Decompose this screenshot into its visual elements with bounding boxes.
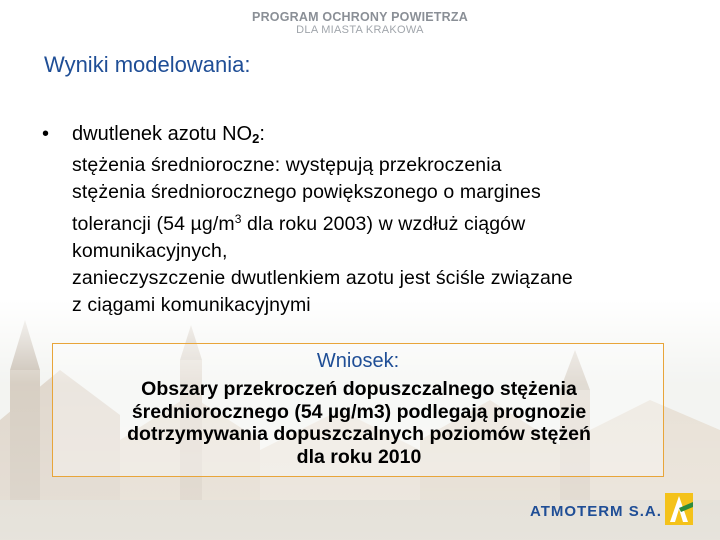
program-header: PROGRAM OCHRONY POWIETRZA — [252, 10, 468, 24]
conclusion-box — [52, 343, 664, 477]
subscript: 2 — [252, 131, 260, 146]
bullet-line: komunikacyjnych, — [72, 240, 228, 262]
atmoterm-logo-icon — [664, 492, 694, 526]
bullet-line: zanieczyszczenie dwutlenkiem azotu jest ściśle związane — [72, 267, 573, 289]
program-subheader: DLA MIASTA KRAKOWA — [296, 24, 424, 36]
conclusion-title: Wniosek: — [316, 350, 400, 372]
superscript: 3 — [234, 212, 242, 226]
conclusion-line: Obszary przekroczeń dopuszczalnego stężenia — [141, 378, 577, 400]
bullet-heading-text: dwutlenek azotu NO — [72, 123, 253, 145]
bullet-body — [72, 152, 692, 319]
bullet-heading — [72, 122, 265, 151]
conclusion-line: dla roku 2010 — [296, 445, 422, 468]
bullet-heading-colon: : — [259, 123, 265, 145]
bullet-line-part: dla roku 2003) w wzdłuż ciągów — [241, 213, 526, 235]
conclusion-text — [63, 378, 655, 468]
bullet-line: stężenia średniorocznego powiększonego o margines — [72, 181, 541, 203]
conclusion-line: średniorocznego (54 µg/m3) podlegają prognozie — [131, 400, 587, 423]
bullet-marker: • — [42, 123, 50, 145]
company-name: ATMOTERM S.A. — [530, 503, 662, 520]
bullet-line — [72, 206, 692, 238]
conclusion-line: dotrzymywania dopuszczalnych poziomów stężeń — [127, 423, 591, 445]
bullet-line-part: tolerancji (54 µg/m — [72, 213, 235, 235]
bullet-line: z ciągami komunikacyjnymi — [72, 294, 311, 316]
slide-title: Wyniki modelowania: — [44, 52, 251, 77]
bullet-line: stężenia średnioroczne: występują przekroczenia — [72, 154, 502, 176]
